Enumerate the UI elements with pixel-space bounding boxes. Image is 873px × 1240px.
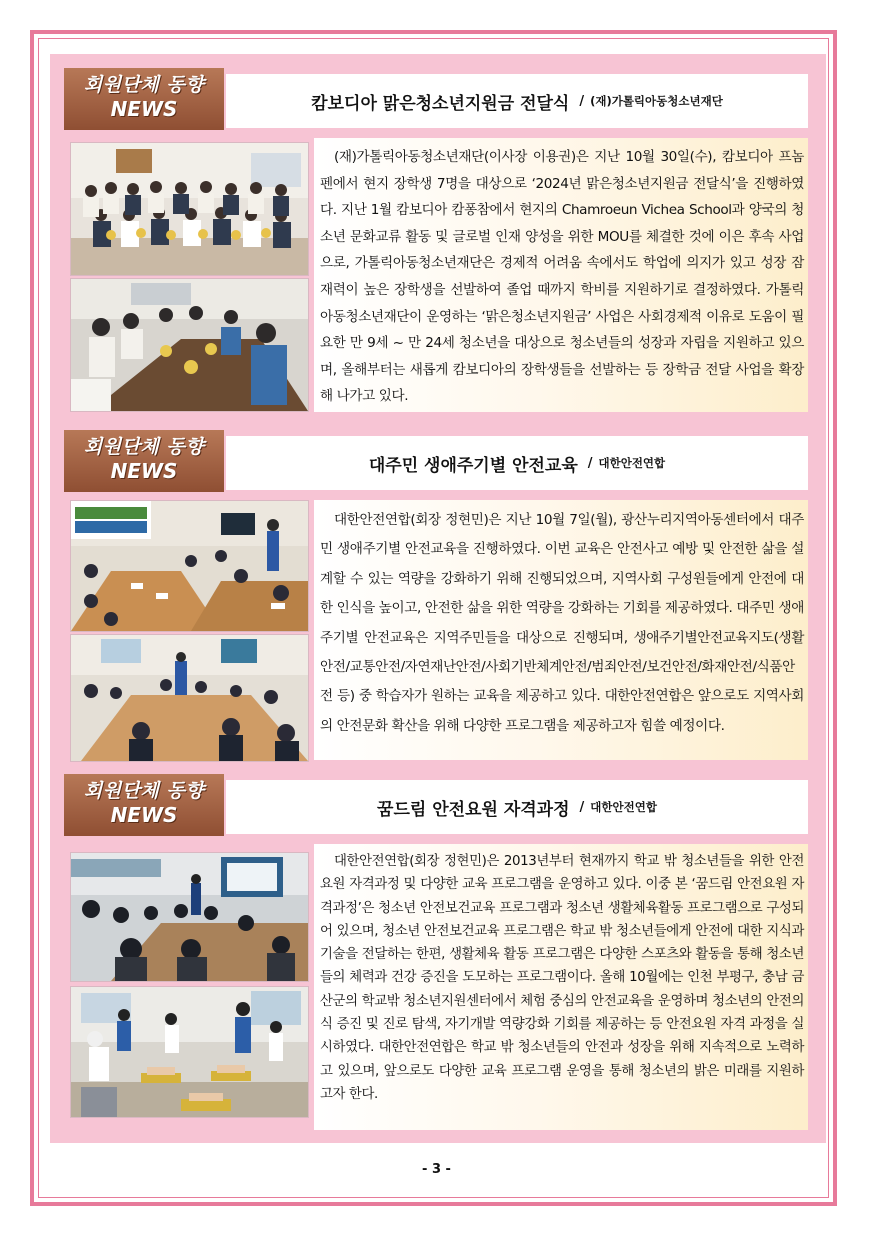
photo-lecture-room [70, 852, 309, 982]
section-body [314, 500, 808, 760]
body-text: 대한안전연합(회장 정현민)은 지난 10월 7일(월), 광산누리지역아동센터에서 대주민 생애주기별 안전교육을 진행하였다. 이번 교육은 안전사고 예방 및 안전한 삶을 설계할 수 있는 역량을 강화하기 위해 진행되었으며, 지역사회 구성원들에게 안전에 대한 인식을 높이고, 안전한 삶을 위한 역량을 강화하는 기회를 제공하였다. 대주민 생애주기별 안전교육은 지역주민들을 대상으로 진행되며, 생애주기별안전교육지도(생활안전/교통안전/자연재난안전/사회기반체계안전/범죄안전/보건안전/화재안전/식품안전 등) 중 학습자가 원하는 교육을 제공하고 있다. 대한안전연합은 앞으로도 지역사회의 안전문화 확산을 위해 다양한 프로그램을 제공하고자 힘쓸 예정이다. [320, 512, 804, 734]
section-title-bar: 캄보디아 맑은청소년지원금 전달식 / (재)가톨릭아동청소년재단 [226, 74, 808, 128]
news-section-safety-agent-course [64, 774, 810, 1130]
photo-classroom-1 [70, 500, 309, 632]
photo-cpr-practice [70, 986, 309, 1118]
page-number: - 3 - [422, 1162, 451, 1177]
section-title: 대주민 생애주기별 안전교육 [368, 455, 578, 476]
news-section-safety-education [64, 430, 810, 760]
news-badge: 회원단체 동향 NEWS [64, 774, 224, 836]
section-org: 대한안전연합 [598, 456, 666, 470]
section-body [314, 844, 808, 1130]
section-title: 캄보디아 맑은청소년지원금 전달식 [311, 93, 570, 114]
news-badge: 회원단체 동향 NEWS [64, 68, 224, 130]
section-title: 꿈드림 안전요원 자격과정 [377, 799, 570, 820]
body-text: (재)가톨릭아동청소년재단(이사장 이용권)은 지난 10월 30일(수), 캄보디아 프놈펜에서 현지 장학생 7명을 대상으로 ‘2024년 맑은청소년지원금 전달식’을 진행하였다. 지난 1월 캄보디아 캄퐁참에서 현지의 Chamroeun Vichea School과 양국의 청소년 문화교류 활동 및 글로벌 인재 양성을 위한 MOU를 체결한 것에 이은 후속 사업으로, 가톨릭아동청소년재단은 경제적 어려움 속에서도 학업에 의지가 있고 성장 잠재력이 높은 장학생을 선발하여 졸업 때까지 학비를 지원하기로 결정하였다. 가톨릭아동청소년재단이 운영하는 ‘맑은청소년지원금’ 사업은 사회경제적 이유로 도움이 필요한 만 9세 ~ 만 24세 청소년을 대상으로 청소년들의 성장과 자립을 지원하고 있으며, 올해부터는 새롭게 캄보디아의 장학생들을 선발하는 등 장학금 전달 사업을 확장해 나가고 있다. [320, 149, 804, 405]
news-badge: 회원단체 동향 NEWS [64, 430, 224, 492]
section-org: (재)가톨릭아동청소년재단 [590, 94, 723, 108]
body-text: 대한안전연합(회장 정현민)은 2013년부터 현재까지 학교 밖 청소년들을 위한 안전요원 자격과정 및 다양한 교육 프로그램을 운영하고 있다. 이중 본 ‘꿈드림 안전요원 자격과정’은 청소년 안전보건교육 프로그램과 청소년 생활체육활동 프로그램으로 구성되어 있으며, 청소년 안전보건교육 프로그램은 학교 밖 청소년들에게 안전에 대한 지식과 기술을 전달하는 한편, 생활체육 활동 프로그램은 다양한 스포츠와 활동을 통해 청소년들의 체력과 건강 증진을 도모하는 프로그램이다. 올해 10월에는 인천 부평구, 충남 금산군의 학교밖 청소년지원센터에서 체험 중심의 안전교육을 운영하며 청소년의 안전의식 증진 및 진로 탐색, 자기개발 역량강화 기회를 제공하는 등 안전요원 자격 과정을 실시하였다. 대한안전연합은 학교 밖 청소년들의 안전과 성장을 위해 지속적으로 노력하고 있으며, 앞으로도 다양한 교육 프로그램 운영을 통해 청소년의 밝은 미래를 지원하고자 한다. [320, 854, 804, 1102]
section-title-bar: 대주민 생애주기별 안전교육 / 대한안전연합 [226, 436, 808, 490]
photo-award-group [70, 142, 309, 276]
photo-meeting-table [70, 278, 309, 412]
section-body [314, 138, 808, 412]
section-org: 대한안전연합 [590, 800, 657, 814]
news-section-cambodia [64, 68, 810, 414]
photo-classroom-2 [70, 634, 309, 762]
section-title-bar: 꿈드림 안전요원 자격과정 / 대한안전연합 [226, 780, 808, 834]
